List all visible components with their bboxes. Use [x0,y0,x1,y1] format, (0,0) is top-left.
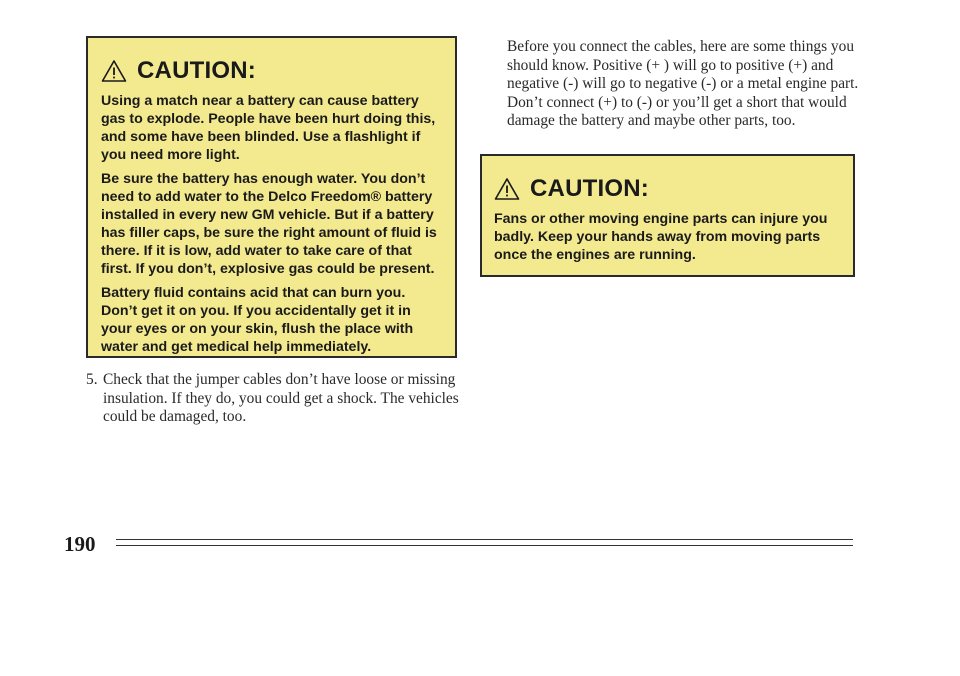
step-item [86,371,466,427]
page-number: 190 [64,532,96,556]
caution-title: CAUTION: [137,57,256,84]
caution-paragraph: Using a match near a battery can cause battery gas to explode. People have been hurt doing this, and some have been blinded. Use a flashlight if you need more light. [101,93,436,163]
warning-triangle-icon [494,177,520,201]
caution-title: CAUTION: [530,175,649,202]
battery-caution-box [86,36,457,358]
warning-triangle-icon [101,59,127,83]
footer-rule [116,539,853,540]
caution-header [494,176,843,202]
footer-rule [116,545,853,546]
step-number: 5. [86,371,98,388]
caution-paragraph: Be sure the battery has enough water. You don’t need to add water to the Delco Freedom® battery installed in every new GM vehicle. But if a battery has filler caps, be sure the right amount of fluid is there. If it is low, add water to take care of that first. If you don’t, explosive gas could be present. [101,171,437,277]
caution-paragraph: Battery fluid contains acid that can burn you. Don’t get it on you. If you accidentally get it in your eyes or on your skin, flush the place with water and get medical help immediately. [101,285,414,355]
step-text: Check that the jumper cables don’t have loose or missing insulation. If they do, you could get a shock. The vehicles could be damaged, too. [103,371,459,426]
caution-paragraph: Fans or other moving engine parts can injure you badly. Keep your hands away from moving parts once the engines are running. [494,211,828,263]
cable-connection-intro: Before you connect the cables, here are some things you should know. Positive (+ ) will go to positive (+) and negative (-) will go to negative (-) or a metal engine part. Don’t connect (+) to (-) or you’ll get a short that would damage the battery and maybe other parts, too. [507,38,859,130]
fan-caution-box [480,154,855,277]
caution-header [101,58,443,84]
